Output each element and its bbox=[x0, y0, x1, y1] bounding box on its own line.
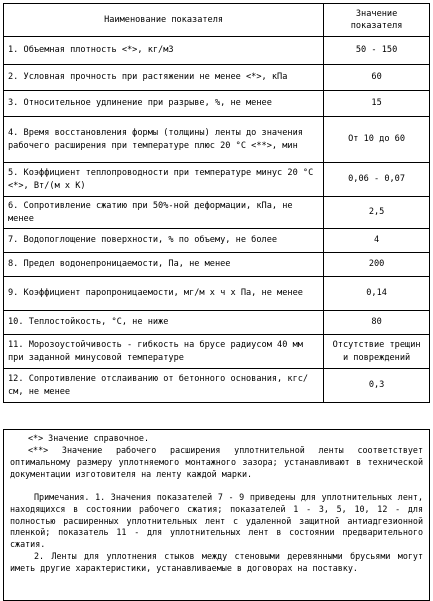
footnote-working-expansion: <**> Значение рабочего расширения уплотнительной ленты соответствует оптимальному размеру уплотняемого монтажного зазора; устанавливают в технической документации изготовителя на ленту каждой марки. bbox=[10, 444, 423, 479]
table-row bbox=[4, 369, 430, 403]
row-name: 9. Коэффициент паропроницаемости, мг/м x ч x Па, не менее bbox=[4, 277, 324, 311]
row-name: 3. Относительное удлинение при разрыве, %, не менее bbox=[4, 91, 324, 117]
table-row bbox=[4, 335, 430, 369]
table-row bbox=[4, 277, 430, 311]
row-name: 6. Сопротивление сжатию при 50%-ной деформации, кПа, не менее bbox=[4, 197, 324, 229]
table-row bbox=[4, 197, 430, 229]
specification-table bbox=[3, 3, 430, 403]
row-name: 12. Сопротивление отслаиванию от бетонного основания, кгс/см, не менее bbox=[4, 369, 324, 403]
row-value: 60 bbox=[324, 65, 430, 91]
notes-block bbox=[3, 429, 430, 601]
row-value: 0,14 bbox=[324, 277, 430, 311]
table-row bbox=[4, 37, 430, 65]
table-row bbox=[4, 65, 430, 91]
row-name: 1. Объемная плотность <*>, кг/м3 bbox=[4, 37, 324, 65]
row-name: 2. Условная прочность при растяжении не менее <*>, кПа bbox=[4, 65, 324, 91]
row-value: 0,06 - 0,07 bbox=[324, 163, 430, 197]
table-row bbox=[4, 117, 430, 163]
header-name: Наименование показателя bbox=[4, 4, 324, 37]
row-name: 4. Время восстановления формы (толщины) ленты до значения рабочего расширения при температуре плюс 20 °С <**>, мин bbox=[4, 117, 324, 163]
table-header-row bbox=[4, 4, 430, 37]
row-value: 2,5 bbox=[324, 197, 430, 229]
footnote-reference-value: <*> Значение справочное. bbox=[28, 433, 150, 443]
table-row bbox=[4, 229, 430, 253]
note-2: 2. Ленты для уплотнения стыков между стеновыми деревянными брусьями могут иметь другие характеристики, устанавливаемые в договорах на поставку. bbox=[10, 551, 423, 574]
row-name: 5. Коэффициент теплопроводности при температуре минус 20 °С <*>, Вт/(м x К) bbox=[4, 163, 324, 197]
header-value: Значение показателя bbox=[324, 4, 430, 37]
row-value: 4 bbox=[324, 229, 430, 253]
row-value: 200 bbox=[324, 253, 430, 277]
table-row bbox=[4, 311, 430, 335]
note-1: Примечания. 1. Значения показателей 7 - 9 приведены для уплотнительных лент, находящихся в состоянии рабочего сжатия; показателей 1 - 3, 5, 10, 12 - для полностью расширенных уплотнительных лент с удаленной защитной антиадгезионной пленкой; показатель 11 - для уплотнительных лент в состоянии предварительного сжатия. bbox=[10, 491, 423, 550]
row-value: Отсутствие трещин и повреждений bbox=[324, 335, 430, 369]
row-name: 10. Теплостойкость, °С, не ниже bbox=[4, 311, 324, 335]
row-value: 50 - 150 bbox=[324, 37, 430, 65]
row-value: 80 bbox=[324, 311, 430, 335]
row-value: 15 bbox=[324, 91, 430, 117]
table-row bbox=[4, 163, 430, 197]
table-row bbox=[4, 91, 430, 117]
row-name: 7. Водопоглощение поверхности, % по объему, не более bbox=[4, 229, 324, 253]
row-value: От 10 до 60 bbox=[324, 117, 430, 163]
row-value: 0,3 bbox=[324, 369, 430, 403]
row-name: 11. Морозоустойчивость - гибкость на брусе радиусом 40 мм при заданной минусовой температуре bbox=[4, 335, 324, 369]
table-row bbox=[4, 253, 430, 277]
row-name: 8. Предел водонепроницаемости, Па, не менее bbox=[4, 253, 324, 277]
